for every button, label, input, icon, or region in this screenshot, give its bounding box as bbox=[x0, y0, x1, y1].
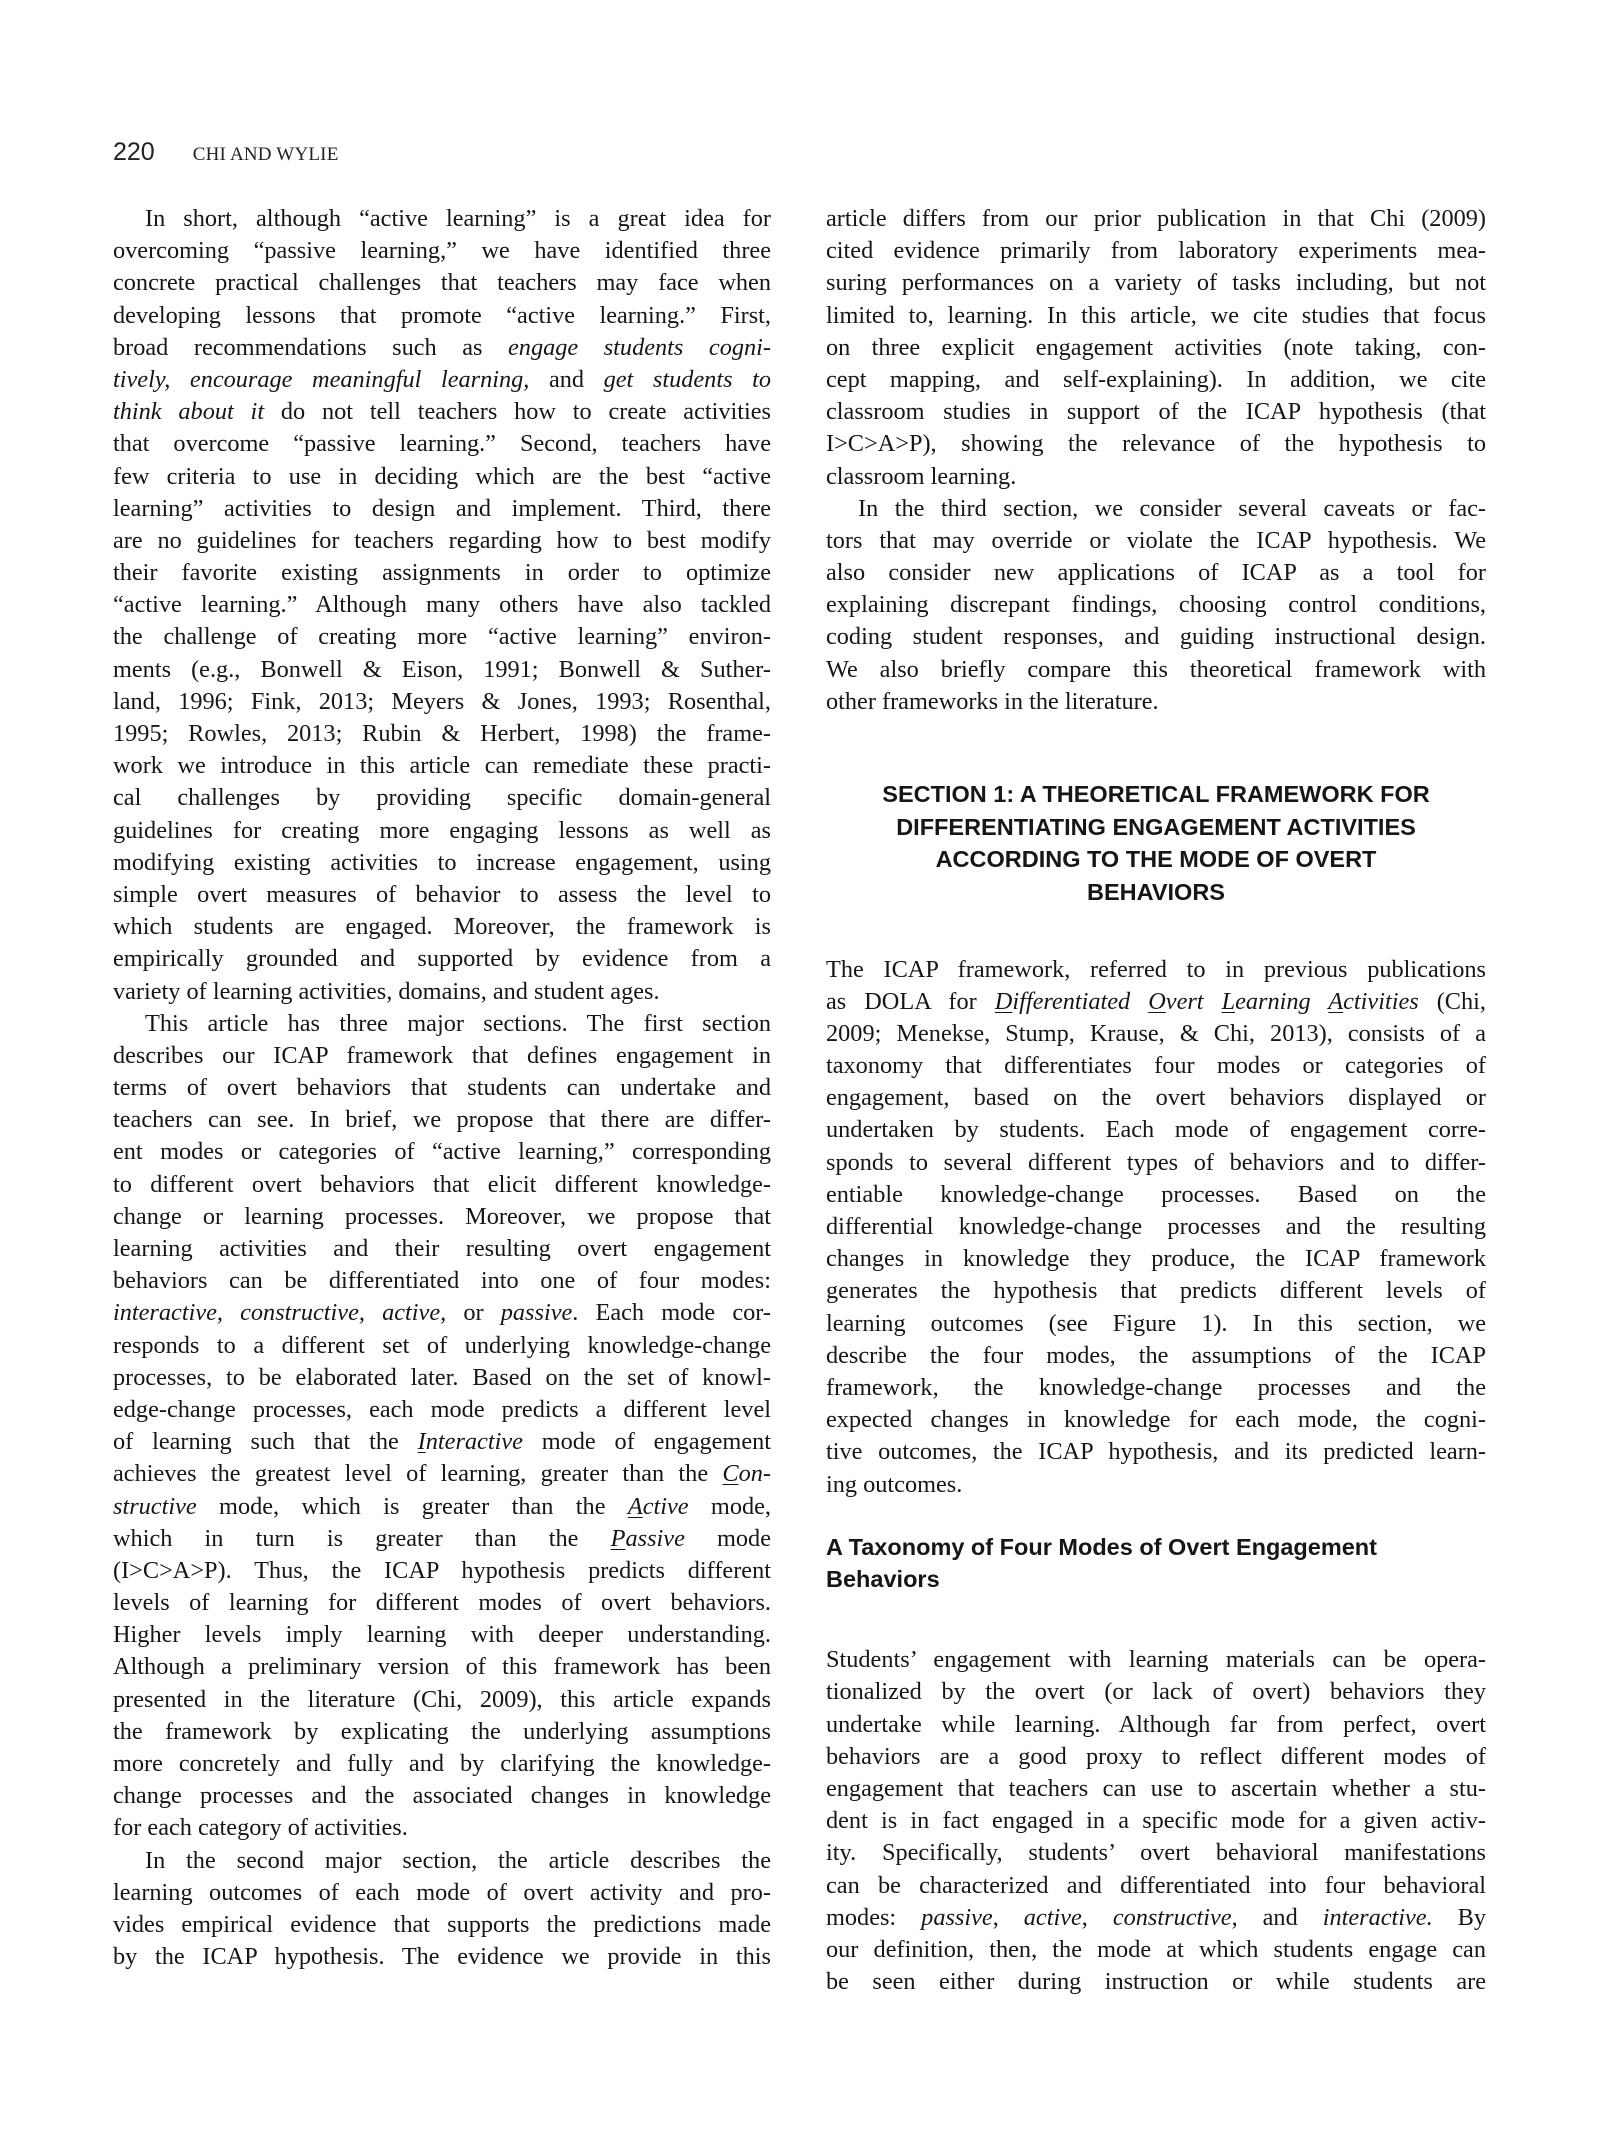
italic-text: engage students cogni- bbox=[508, 333, 771, 361]
section-heading-line: BEHAVIORS bbox=[1087, 878, 1225, 905]
text-line: learning outcomes (see Figure 1). In this section, we bbox=[826, 1309, 1486, 1337]
text-line: ity. Specifically, students’ overt behavioral manifestations bbox=[826, 1839, 1486, 1867]
text-line: describes our ICAP framework that defines engagement in bbox=[113, 1041, 771, 1069]
text-line: taxonomy that differentiates four modes or categories of bbox=[826, 1052, 1486, 1080]
text-line: behaviors are a good proxy to reflect different modes of bbox=[826, 1742, 1486, 1770]
text-line: ent modes or categories of “active learning,” corresponding bbox=[113, 1138, 771, 1166]
text-line: classroom studies in support of the ICAP hypothesis (that bbox=[826, 398, 1486, 426]
text-line: 2009; Menekse, Stump, Krause, & Chi, 2013), consists of a bbox=[826, 1019, 1486, 1047]
paragraph bbox=[113, 1008, 771, 1845]
text-line: change processes and the associated changes in knowledge bbox=[113, 1782, 771, 1810]
text-line: In the third section, we consider several caveats or fac- bbox=[858, 494, 1486, 522]
text-line: expected changes in knowledge for each mode, the cogni- bbox=[826, 1406, 1486, 1434]
text-line: variety of learning activities, domains, and student ages. bbox=[113, 977, 660, 1005]
underlined-initial: I bbox=[417, 1428, 426, 1456]
text-line: explaining discrepant findings, choosing control conditions, bbox=[826, 591, 1486, 619]
text-line: generates the hypothesis that predicts different levels of bbox=[826, 1277, 1486, 1305]
italic-text: vert bbox=[1165, 987, 1222, 1015]
text-line: cal challenges by providing specific domain-general bbox=[113, 784, 771, 812]
text-line: responds to a different set of underlying knowledge-change bbox=[113, 1331, 771, 1359]
text-line: few criteria to use in deciding which are the best “active bbox=[113, 462, 771, 490]
paragraph bbox=[826, 954, 1486, 1501]
text-line: on three explicit engagement activities (note taking, con- bbox=[826, 333, 1486, 361]
text-line: terms of overt behaviors that students can undertake and bbox=[113, 1074, 771, 1102]
text-line: suring performances on a variety of tasks including, but not bbox=[826, 269, 1486, 297]
text-line: Although a preliminary version of this framework has been bbox=[113, 1653, 771, 1681]
italic-text: get students to bbox=[603, 365, 772, 393]
text-line: empirically grounded and supported by evidence from a bbox=[113, 945, 771, 973]
paragraph bbox=[826, 493, 1486, 718]
text-line: which in turn is greater than the Passive mode bbox=[113, 1524, 771, 1552]
text-line: tionalized by the overt (or lack of overt) behaviors they bbox=[826, 1678, 1486, 1706]
text-line: modifying existing activities to increase engagement, using bbox=[113, 848, 771, 876]
text-line: more concretely and fully and by clarifying the knowledge- bbox=[113, 1750, 771, 1777]
underlined-initial: P bbox=[610, 1524, 626, 1552]
text-line: framework, the knowledge-change processes and the bbox=[826, 1373, 1486, 1401]
italic-text: nteractive bbox=[425, 1428, 523, 1456]
text-line: describe the four modes, the assumptions of the ICAP bbox=[826, 1341, 1486, 1369]
text-line: the challenge of creating more “active learning” environ- bbox=[113, 623, 771, 651]
text-line: guidelines for creating more engaging lessons as well as bbox=[113, 816, 771, 844]
page-number: 220 bbox=[113, 138, 155, 166]
text-line: change or learning processes. Moreover, we propose that bbox=[113, 1202, 771, 1230]
text-line: broad recommendations such as engage students cogni- bbox=[113, 333, 771, 361]
italic-text: ifferentiated bbox=[1012, 987, 1149, 1015]
text-line: undertake while learning. Although far from perfect, overt bbox=[826, 1710, 1486, 1738]
text-line: engagement that teachers can use to ascertain whether a stu- bbox=[826, 1774, 1486, 1802]
text-line: which students are engaged. Moreover, the framework is bbox=[113, 913, 771, 941]
paragraph bbox=[826, 203, 1486, 493]
text-line: cited evidence primarily from laboratory experiments mea- bbox=[826, 237, 1486, 265]
text-line: learning outcomes of each mode of overt activity and pro- bbox=[113, 1878, 771, 1906]
text-line: limited to, learning. In this article, we cite studies that focus bbox=[826, 301, 1486, 329]
text-line: our definition, then, the mode at which students engage can bbox=[826, 1935, 1486, 1963]
section-heading-line: SECTION 1: A THEORETICAL FRAMEWORK FOR bbox=[882, 781, 1430, 807]
italic-text: constructive bbox=[1112, 1903, 1232, 1931]
text-line: tors that may override or violate the ICAP hypothesis. We bbox=[826, 526, 1486, 554]
text-line: also consider new applications of ICAP as a tool for bbox=[826, 559, 1486, 587]
text-line: think about it do not tell teachers how to create activities bbox=[113, 398, 772, 426]
text-line: ments (e.g., Bonwell & Eison, 1991; Bonwell & Suther- bbox=[113, 655, 771, 683]
text-line: that overcome “passive learning.” Second, teachers have bbox=[113, 430, 771, 458]
text-line: entiable knowledge-change processes. Based on the bbox=[826, 1180, 1486, 1208]
text-line: coding student responses, and guiding instructional design. bbox=[826, 623, 1486, 651]
italic-text: passive bbox=[500, 1299, 573, 1327]
text-line: be seen either during instruction or while students are bbox=[826, 1968, 1486, 1996]
italic-text: think about it bbox=[113, 398, 265, 426]
text-line: learning” activities to design and implement. Third, there bbox=[113, 494, 771, 522]
text-line: overcoming “passive learning,” we have identified three bbox=[113, 237, 771, 265]
text-line: classroom learning. bbox=[826, 462, 1017, 490]
italic-text: passive bbox=[921, 1903, 993, 1931]
italic-text: active bbox=[1023, 1903, 1082, 1931]
running-head-authors: CHI AND WYLIE bbox=[192, 144, 339, 165]
text-line: structive mode, which is greater than the Active mode, bbox=[113, 1492, 771, 1520]
text-line: This article has three major sections. The first section bbox=[145, 1009, 771, 1037]
text-line: Higher levels imply learning with deeper understanding. bbox=[113, 1621, 771, 1649]
subsection-heading-line: Behaviors bbox=[826, 1565, 940, 1592]
text-line: sponds to several different types of behaviors and to differ- bbox=[826, 1148, 1486, 1176]
text-line: edge-change processes, each mode predicts a different level bbox=[113, 1395, 771, 1423]
italic-text: structive bbox=[113, 1492, 197, 1520]
text-line: other frameworks in the literature. bbox=[826, 687, 1159, 715]
subsection-heading bbox=[826, 1531, 1486, 1595]
text-line: can be characterized and differentiated into four behavioral bbox=[826, 1871, 1486, 1899]
section-heading-line: ACCORDING TO THE MODE OF OVERT bbox=[935, 846, 1377, 872]
text-line: for each category of activities. bbox=[113, 1814, 408, 1842]
italic-text: interactive, constructive, active, bbox=[113, 1299, 447, 1327]
text-line: tive outcomes, the ICAP hypothesis, and its predicted learn- bbox=[826, 1438, 1486, 1466]
text-line: of learning such that the Interactive mode of engagement bbox=[113, 1428, 772, 1456]
text-line: undertaken by students. Each mode of engagement corre- bbox=[826, 1116, 1486, 1144]
italic-text: ctivities bbox=[1343, 987, 1419, 1015]
text-line: dent is in fact engaged in a specific mode for a given activ- bbox=[826, 1807, 1486, 1835]
text-line: engagement, based on the overt behaviors displayed or bbox=[826, 1084, 1486, 1112]
text-line: changes in knowledge they produce, the ICAP framework bbox=[826, 1245, 1486, 1273]
section-heading-line: DIFFERENTIATING ENGAGEMENT ACTIVITIES bbox=[896, 813, 1416, 840]
paragraph bbox=[113, 1845, 771, 1974]
section-heading bbox=[826, 778, 1486, 908]
text-line: land, 1996; Fink, 2013; Meyers & Jones, 1993; Rosenthal, bbox=[113, 687, 771, 715]
text-line: 1995; Rowles, 2013; Rubin & Herbert, 1998) the frame- bbox=[113, 720, 771, 747]
text-line: the framework by explicating the underlying assumptions bbox=[113, 1717, 771, 1745]
text-line: In the second major section, the article describes the bbox=[145, 1846, 771, 1874]
text-line: ing outcomes. bbox=[826, 1470, 963, 1498]
underlined-initial: A bbox=[627, 1492, 643, 1520]
text-line: tively, encourage meaningful learning, and get students to bbox=[113, 365, 772, 393]
text-line: concrete practical challenges that teachers may face when bbox=[113, 269, 771, 297]
text-line: “active learning.” Although many others have also tackled bbox=[113, 591, 771, 619]
right-column bbox=[826, 203, 1486, 1998]
text-line: developing lessons that promote “active learning.” First, bbox=[113, 301, 771, 329]
text-line: article differs from our prior publication in that Chi (2009) bbox=[826, 205, 1486, 232]
italic-text: earning bbox=[1235, 987, 1329, 1015]
text-line: cept mapping, and self-explaining). In addition, we cite bbox=[826, 365, 1486, 393]
italic-text: ctive bbox=[642, 1492, 689, 1520]
text-line: interactive, constructive, active, or passive. Each mode cor- bbox=[113, 1299, 771, 1327]
text-line: (I>C>A>P). Thus, the ICAP hypothesis predicts different bbox=[113, 1556, 771, 1584]
text-line: I>C>A>P), showing the relevance of the hypothesis to bbox=[826, 430, 1486, 458]
text-line: In short, although “active learning” is a great idea for bbox=[145, 205, 771, 232]
paragraph bbox=[113, 203, 771, 1008]
italic-text: assive bbox=[625, 1524, 685, 1552]
underlined-initial: L bbox=[1221, 987, 1236, 1015]
text-line: levels of learning for different modes of overt behaviors. bbox=[113, 1589, 771, 1617]
text-line: their favorite existing assignments in order to optimize bbox=[113, 559, 771, 587]
underlined-initial: O bbox=[1148, 987, 1166, 1015]
paragraph bbox=[826, 1644, 1486, 1998]
text-line: as DOLA for Differentiated Overt Learning Activities (Chi, bbox=[826, 987, 1486, 1015]
text-line: are no guidelines for teachers regarding how to best modify bbox=[113, 526, 771, 554]
text-line: achieves the greatest level of learning, greater than the Con- bbox=[113, 1460, 771, 1488]
text-line: by the ICAP hypothesis. The evidence we provide in this bbox=[113, 1943, 771, 1971]
text-line: to different overt behaviors that elicit different knowledge- bbox=[113, 1170, 771, 1198]
text-line: differential knowledge-change processes and the resulting bbox=[826, 1213, 1486, 1240]
text-line: We also briefly compare this theoretical framework with bbox=[826, 655, 1486, 683]
text-line: processes, to be elaborated later. Based on the set of knowl- bbox=[113, 1363, 771, 1391]
italic-text: on- bbox=[738, 1460, 771, 1488]
italic-text: tively, encourage meaningful learning, bbox=[113, 365, 530, 393]
text-line: simple overt measures of behavior to assess the level to bbox=[113, 880, 771, 908]
text-line: presented in the literature (Chi, 2009), this article expands bbox=[113, 1685, 771, 1713]
text-line: vides empirical evidence that supports the predictions made bbox=[113, 1910, 771, 1938]
underlined-initial: A bbox=[1328, 987, 1344, 1015]
italic-text: interactive. bbox=[1322, 1903, 1433, 1931]
text-line: work we introduce in this article can remediate these practi- bbox=[113, 752, 771, 780]
text-line: behaviors can be differentiated into one of four modes: bbox=[113, 1267, 771, 1295]
text-line: learning activities and their resulting overt engagement bbox=[113, 1235, 771, 1262]
text-line: teachers can see. In brief, we propose that there are differ- bbox=[113, 1106, 771, 1134]
underlined-initial: D bbox=[994, 987, 1013, 1015]
text-line: The ICAP framework, referred to in previous publications bbox=[826, 955, 1486, 983]
running-head bbox=[113, 138, 339, 168]
text-line: modes: passive, active, constructive, and interactive. By bbox=[826, 1903, 1487, 1931]
text-line: Students’ engagement with learning materials can be opera- bbox=[826, 1646, 1486, 1674]
subsection-heading-line: A Taxonomy of Four Modes of Overt Engagement bbox=[826, 1533, 1377, 1560]
left-column bbox=[113, 203, 771, 1973]
underlined-initial: C bbox=[722, 1460, 739, 1488]
